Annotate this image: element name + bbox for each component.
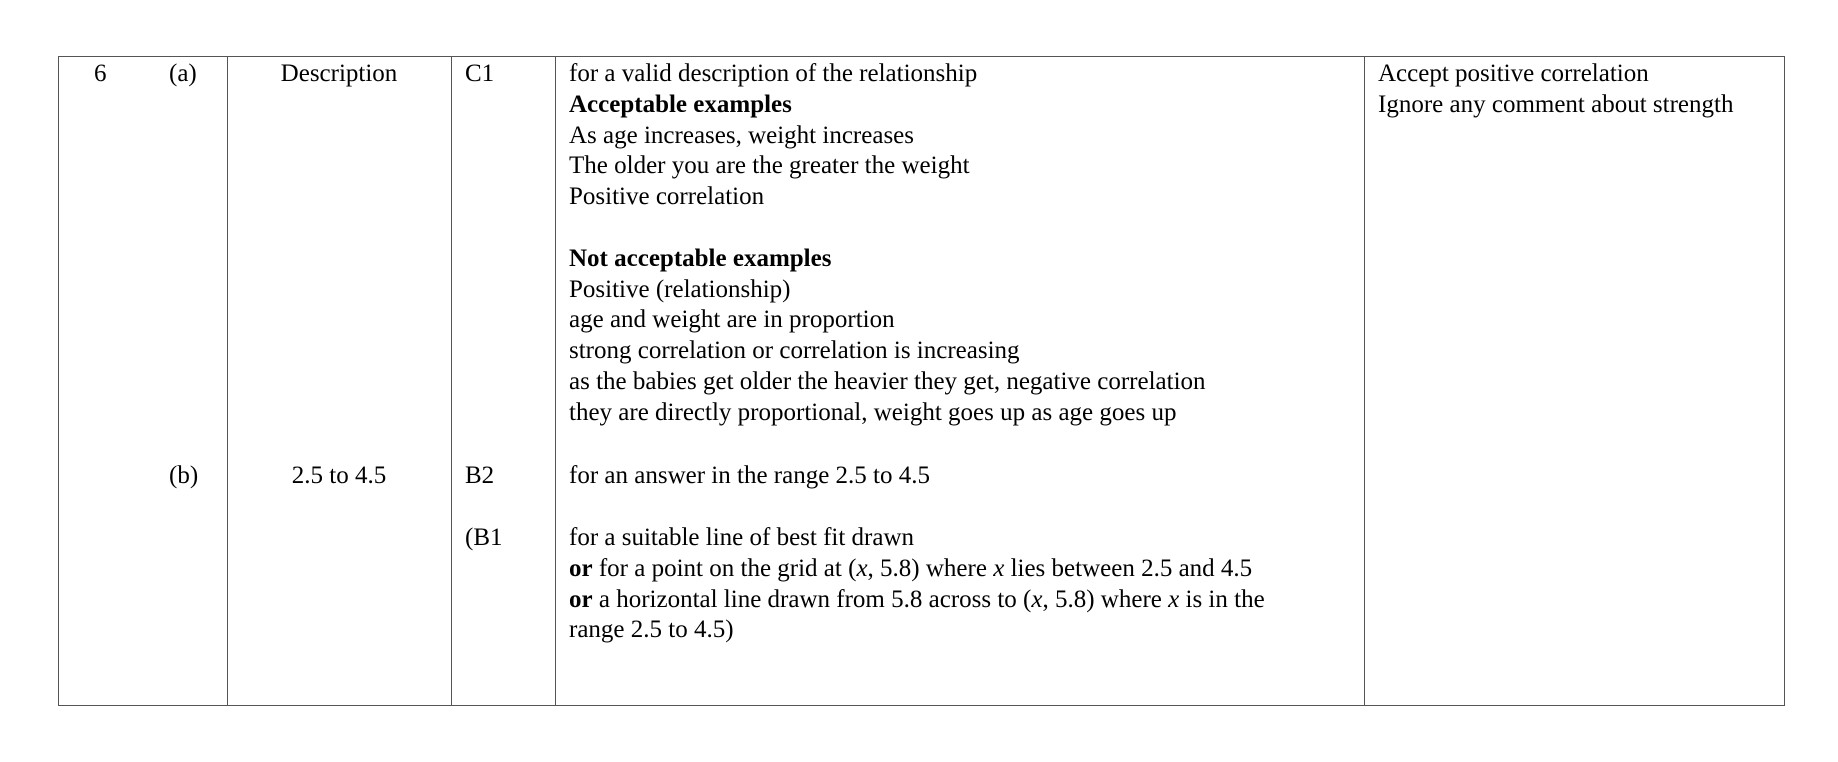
column-divider [227,57,228,705]
column-divider [555,57,556,705]
part-b-label: (b) [169,462,199,489]
not-acceptable-example: they are directly proportional, weight goes up as age goes up [569,398,1177,426]
part-b-partial-scheme [569,523,1265,646]
acceptable-heading: Acceptable examples [569,90,792,118]
part-a-notes [1378,59,1733,121]
x-variable: x [856,554,868,582]
x-variable: x [993,554,1005,582]
acceptable-example: The older you are the greater the weight [569,152,970,180]
x-variable: x [1031,585,1043,613]
mark-scheme-table [58,56,1785,706]
note-line: Ignore any comment about strength [1378,90,1734,118]
column-divider [1364,57,1365,705]
part-b-partial-mark: (B1 [465,524,503,551]
part-b-answer: 2.5 to 4.5 [291,462,387,489]
mark-scheme-intro: for a valid description of the relationship [569,60,978,87]
part-b-mark: B2 [465,462,495,489]
partial-line: or for a point on the grid at (x, 5.8) where x lies between 2.5 and 4.5 [569,554,1253,582]
or-word: or [569,585,593,613]
partial-line: for a suitable line of best fit drawn [569,524,915,551]
not-acceptable-example: as the babies get older the heavier they get, negative correlation [569,367,1206,395]
part-b-mark-scheme: for an answer in the range 2.5 to 4.5 [569,462,930,489]
not-acceptable-example: strong correlation or correlation is increasing [569,337,1020,365]
acceptable-example: Positive correlation [569,183,765,211]
part-a-mark-scheme [569,59,1206,429]
column-divider [451,57,452,705]
part-a-answer: Description [280,60,398,87]
note-line: Accept positive correlation [1378,60,1649,87]
or-word: or [569,554,593,582]
not-acceptable-example: age and weight are in proportion [569,306,895,334]
partial-line: range 2.5 to 4.5) [569,616,734,644]
not-acceptable-example: Positive (relationship) [569,275,791,303]
x-variable: x [1168,585,1180,613]
not-acceptable-heading: Not acceptable examples [569,244,832,272]
part-a-label: (a) [169,60,197,87]
acceptable-example: As age increases, weight increases [569,121,914,149]
partial-line: or a horizontal line drawn from 5.8 across to (x, 5.8) where x is in the [569,585,1265,613]
part-a-mark: C1 [465,60,495,87]
question-number: 6 [94,60,107,87]
